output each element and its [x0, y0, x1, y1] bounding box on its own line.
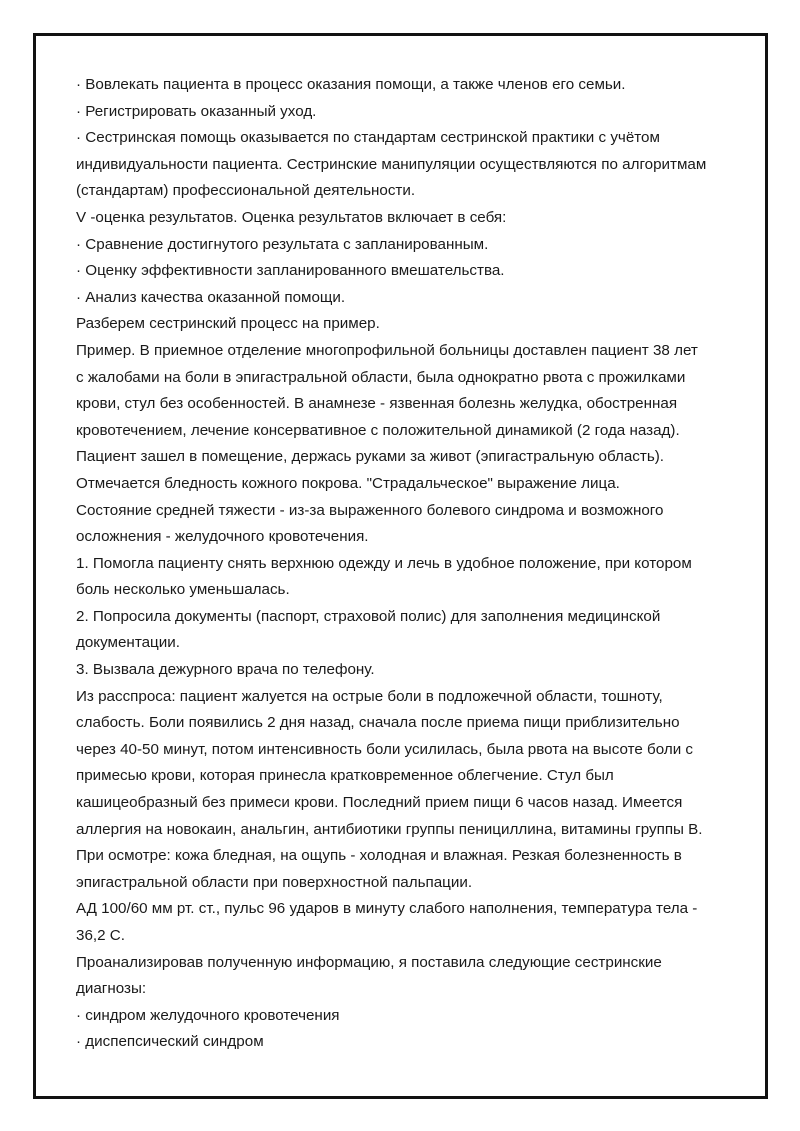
text-line: (стандартам) профессиональной деятельности. — [76, 182, 416, 200]
text-line: кашицеобразный без примеси крови. Последний прием пищи 6 часов назад. Имеется — [76, 794, 683, 812]
text-line: боль несколько уменьшалась. — [76, 581, 290, 599]
text-line: 3. Вызвала дежурного врача по телефону. — [76, 661, 375, 679]
document-body — [76, 72, 726, 1056]
text-line: 36,2 С. — [76, 927, 125, 944]
text-line: Разберем сестринский процесс на пример. — [76, 315, 380, 333]
text-line: При осмотре: кожа бледная, на ощупь - холодная и влажная. Резкая болезненность в — [76, 847, 682, 865]
text-line: слабость. Боли появились 2 дня назад, сначала после приема пищи приблизительно — [76, 714, 680, 732]
text-line: · Оценку эффективности запланированного вмешательства. — [76, 262, 505, 280]
text-line: · Анализ качества оказанной помощи. — [76, 288, 346, 306]
text-line: · синдром желудочного кровотечения — [76, 1006, 340, 1024]
text-line: V -оценка результатов. Оценка результатов включает в себя: — [76, 208, 507, 226]
text-line: аллергия на новокаин, анальгин, антибиотики группы пенициллина, витамины группы В. — [76, 820, 703, 838]
text-line: · диспепсический синдром — [76, 1033, 264, 1051]
text-line: Проанализировав полученную информацию, я поставила следующие сестринские — [76, 953, 662, 971]
text-line: Отмечается бледность кожного покрова. "Страдальческое" выражение лица. — [76, 474, 620, 492]
text-line: осложнения - желудочного кровотечения. — [76, 528, 369, 546]
text-line: примесью крови, которая принесла кратковременное облегчение. Стул был — [76, 767, 614, 785]
text-line: АД 100/60 мм рт. ст., пульс 96 ударов в минуту слабого наполнения, температура тела - — [76, 900, 698, 918]
text-line: · Вовлекать пациента в процесс оказания помощи, а также членов его семьи. — [76, 76, 626, 93]
text-line: с жалобами на боли в эпигастральной области, была однократно рвота с прожилками — [76, 368, 686, 386]
text-line: документации. — [76, 634, 180, 652]
text-line: индивидуальности пациента. Сестринские манипуляции осуществляются по алгоритмам — [76, 155, 707, 173]
text-line: эпигастральной области при поверхностной пальпации. — [76, 873, 473, 891]
text-line: Пример. В приемное отделение многопрофильной больницы доставлен пациент 38 лет — [76, 341, 698, 359]
text-line: крови, стул без особенностей. В анамнезе - язвенная болезнь желудка, обостренная — [76, 395, 678, 413]
text-line: Пациент зашел в помещение, держась руками за живот (эпигастральную область). — [76, 448, 665, 466]
text-line: 1. Помогла пациенту снять верхнюю одежду и лечь в удобное положение, при котором — [76, 554, 692, 572]
text-line: диагнозы: — [76, 980, 147, 998]
text-line: · Регистрировать оказанный уход. — [76, 102, 317, 120]
text-line: Из расспроса: пациент жалуется на острые боли в подложечной области, тошноту, — [76, 687, 663, 705]
text-line: кровотечением, лечение консервативное с положительной динамикой (2 года назад). — [76, 421, 680, 439]
text-line: · Сестринская помощь оказывается по стандартам сестринской практики с учётом — [76, 129, 660, 147]
text-line: Состояние средней тяжести - из-за выраженного болевого синдрома и возможного — [76, 501, 664, 519]
text-line: через 40-50 минут, потом интенсивность боли усилилась, была рвота на высоте боли с — [76, 740, 694, 758]
text-line: 2. Попросила документы (паспорт, страховой полис) для заполнения медицинской — [76, 607, 661, 625]
text-line: · Сравнение достигнутого результата с запланированным. — [76, 235, 489, 253]
